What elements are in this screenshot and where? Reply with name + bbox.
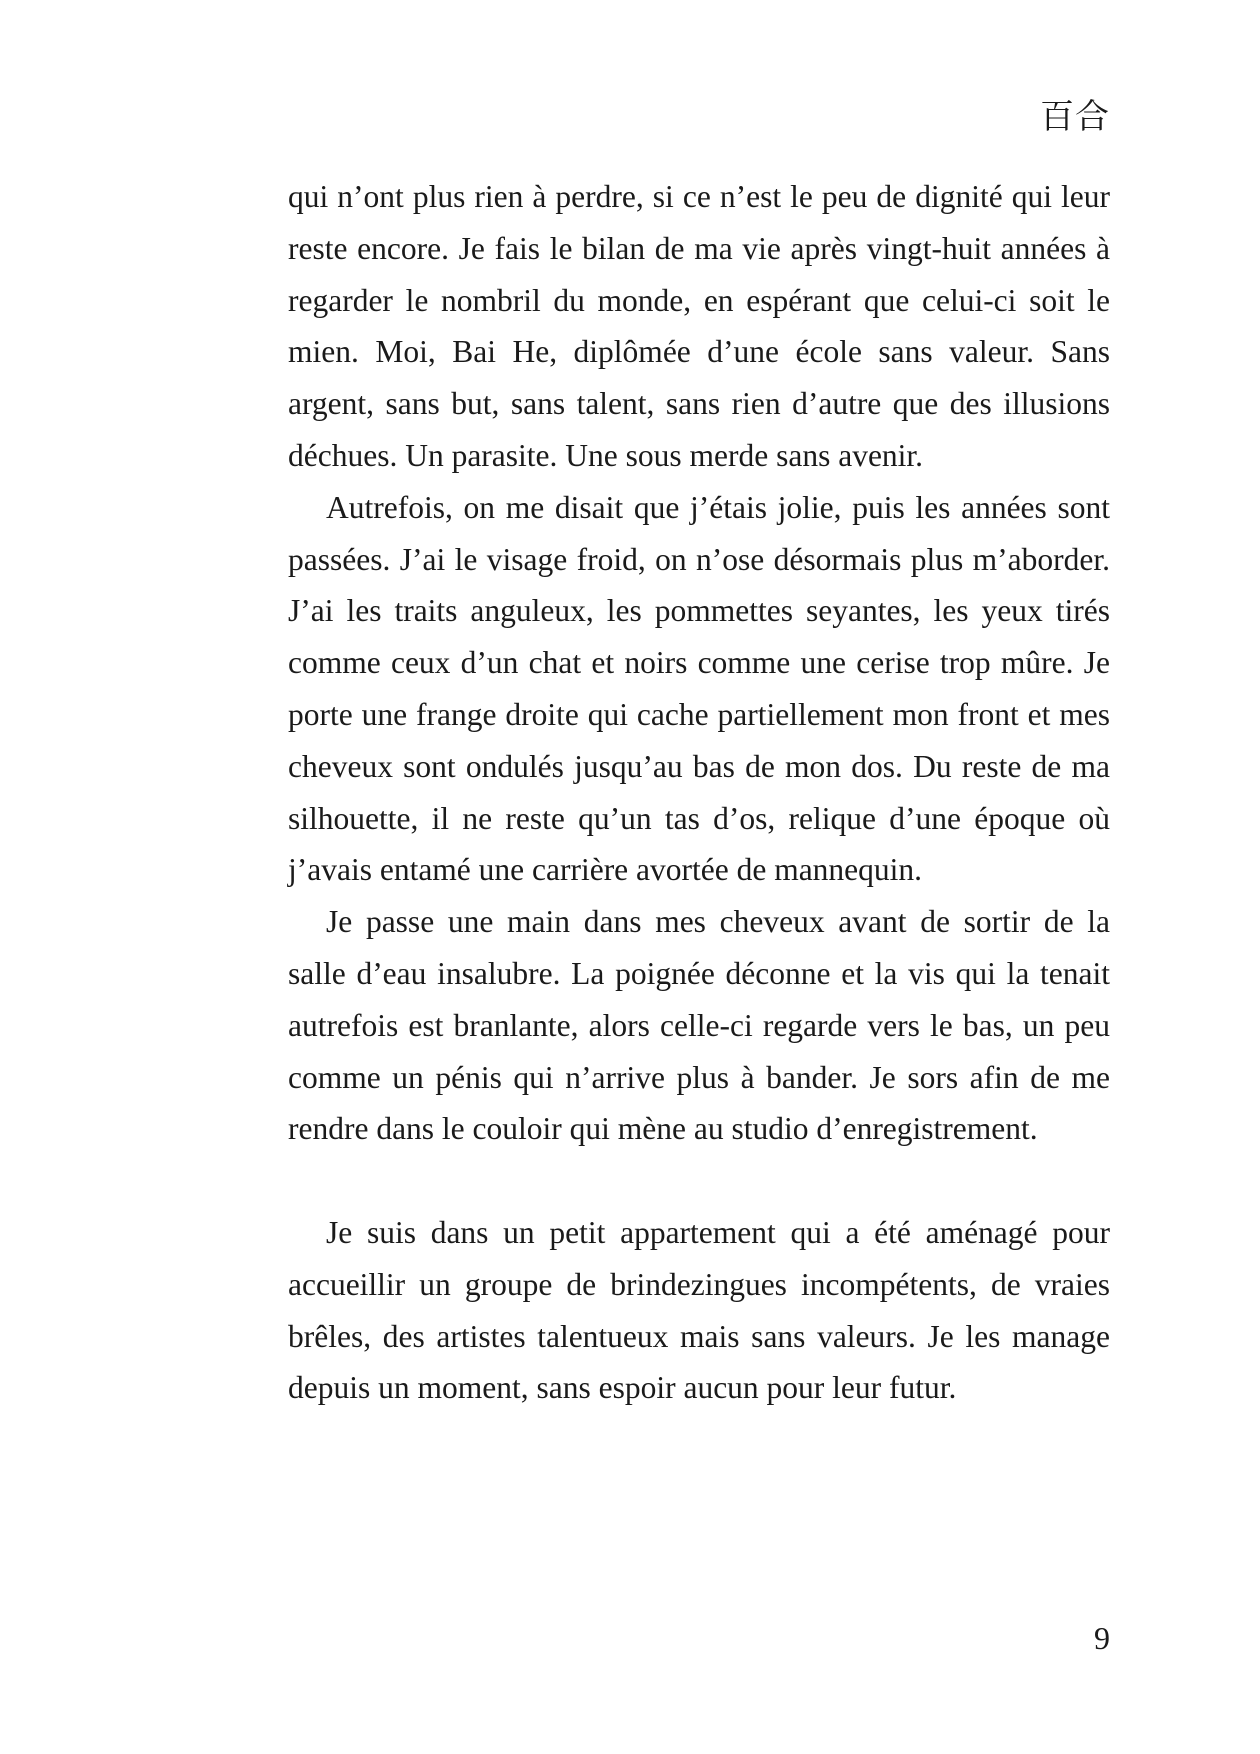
page-body bbox=[288, 171, 1110, 1414]
paragraph: Autrefois, on me disait que j’étais jolie, puis les années sont passées. J’ai le visage froid, on n’ose désormais plus m’aborder. J’ai les traits anguleux, les pommettes seyantes, les yeux tirés comme ceux d’un chat et noirs comme une cerise trop mûre. Je porte une frange droite qui cache partiellement mon front et mes cheveux sont ondulés jusqu’au bas de mon dos. Du reste de ma silhouette, il ne reste qu’un tas d’os, relique d’une époque où j’avais entamé une carrière avortée de mannequin. bbox=[288, 489, 1110, 888]
page-number: 9 bbox=[1094, 1620, 1110, 1656]
scene-break bbox=[288, 1155, 1110, 1207]
paragraph: Je suis dans un petit appartement qui a été aménagé pour accueillir un groupe de brindezingues incompétents, de vraies brêles, des artistes talentueux mais sans valeurs. Je les manage depuis un moment, sans espoir aucun pour leur futur. bbox=[288, 1214, 1110, 1406]
running-head: 百合 bbox=[1040, 97, 1110, 137]
paragraph-continued: qui n’ont plus rien à perdre, si ce n’est le peu de dignité qui leur reste encore. Je fais le bilan de ma vie après vingt-huit années à regarder le nombril du monde, en espérant que celui-ci soit le mien. Moi, Bai He, diplômée d’une école sans valeur. Sans argent, sans but, sans talent, sans rien d’autre que des illusions déchues. Un parasite. Une sous merde sans avenir. bbox=[288, 179, 1110, 473]
paragraph: Je passe une main dans mes cheveux avant de sortir de la salle d’eau insalubre. La poignée déconne et la vis qui la tenait autrefois est branlante, alors celle-ci regarde vers le bas, un peu comme un pénis qui n’arrive plus à bander. Je sors afin de me rendre dans le couloir qui mène au studio d’enregistrement. bbox=[288, 904, 1110, 1147]
